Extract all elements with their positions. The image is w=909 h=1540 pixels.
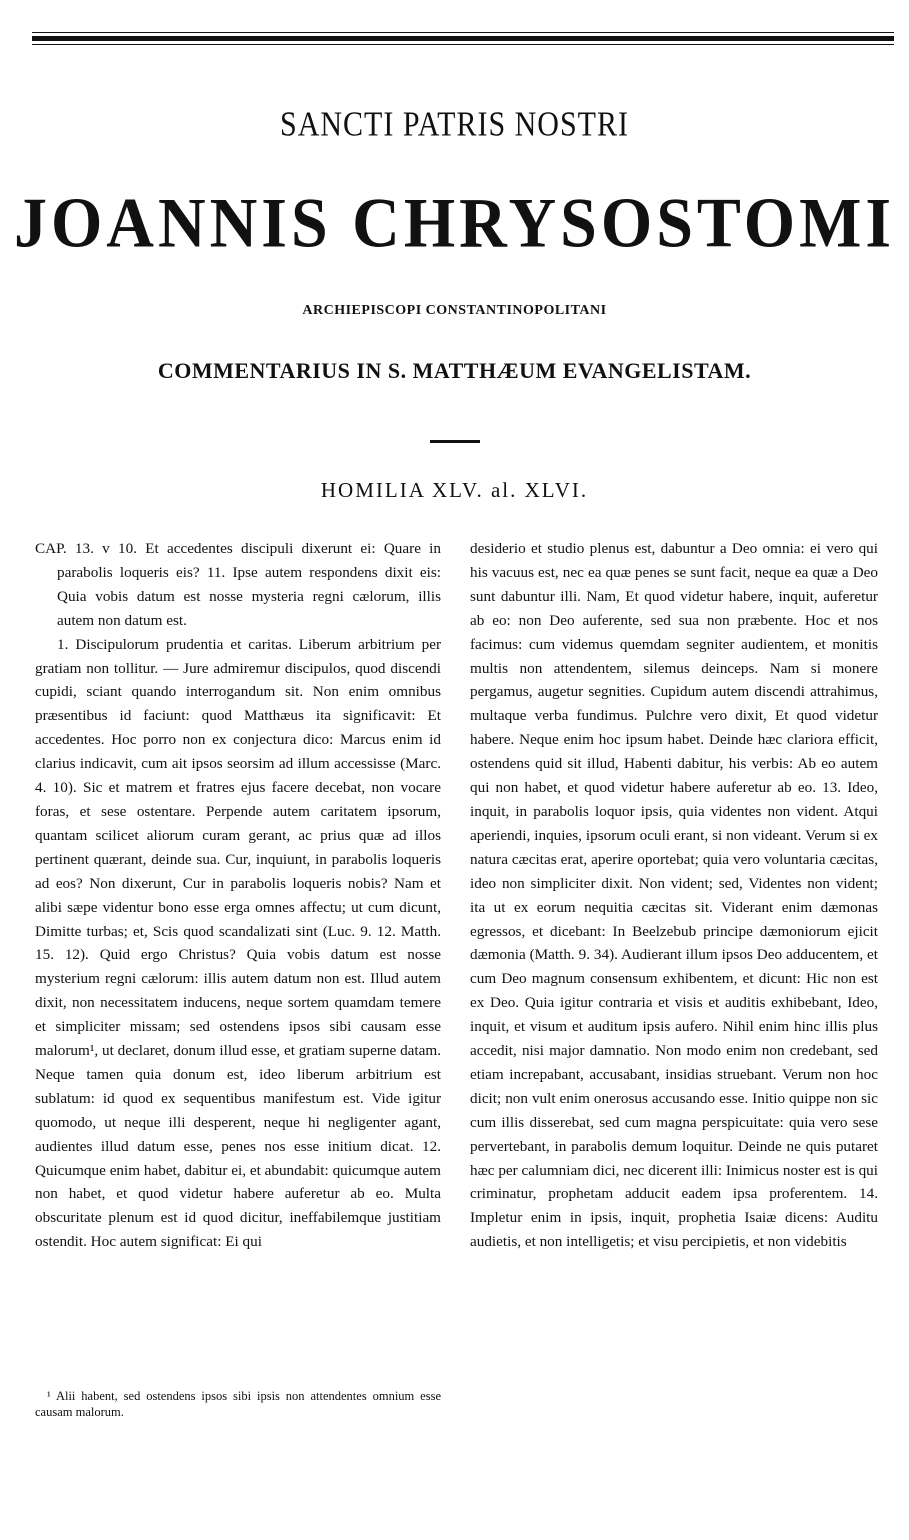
top-rule — [32, 32, 894, 46]
top-rule-thick-line — [32, 36, 894, 41]
right-column — [470, 537, 878, 1254]
top-rule-line — [32, 32, 894, 33]
top-rule-line-lower — [32, 44, 894, 45]
body-paragraph: 1. Discipulorum prudentia et caritas. Liberum arbitrium per gratiam non tollitur. — Jure admiremur discipulos, quod discendi cupidi, sciant quando interrogandum sit. Non enim omnibus præsentibus id faciunt: quod Matthæus ita significavit: Et accedentes. Hoc porro non ex conjectura dico: Marcus enim id clarius indicavit, cum ait ipsos seorsim ad illum accessisse (Marc. 4. 10). Sic et matrem et fratres ejus facere decebat, non vocare foras, et sese ostentare. Perpende autem caritatem ipsorum, quantam scilicet aliorum curam gerant, ac prius quæ ad illos pertinent quærant, deinde sua. Cur, inquiunt, in parabolis loqueris ad eos? Non dixerunt, Cur in parabolis loqueris nobis? Nam et alibi sæpe videntur bono esse erga omnes affectu; ut cum dicunt, Dimitte turbas; et, Scis quod scandalizati sint (Luc. 9. 12. Matth. 15. 12). Quid ergo Christus? Quia vobis datum est nosse mysterium regni cælorum: illis autem datum non est. Illud autem dixit, non necessitatem inducens, neque sortem quamdam temere et simpliciter missam; sed ostendens ipsos sibi causam esse malorum¹, ut declaret, donum illud esse, et gratiam superne datam. Neque tamen quia donum est, ideo liberum arbitrium est sublatum: id quod ex sequentibus manifestum est. Vide igitur quomodo, ut neque illi desperent, neque hi negligenter agant, audientes illud datum esse, penes nos esse initium dicat. 12. Quicumque enim habet, dabitur ei, et abundabit: quicumque autem non habet, et quod videtur habere auferetur ab eo. Multa obscuritate plenum est id quod dicitur, ineffabilemque justitiam ostendit. Hoc autem significat: Ei qui — [35, 635, 441, 1251]
work-title: COMMENTARIUS IN S. MATTHÆUM EVANGELISTAM. — [157, 358, 752, 383]
author-subtitle: ARCHIEPISCOPI CONSTANTINOPOLITANI — [302, 303, 607, 318]
body-paragraph-continued: desiderio et studio plenus est, dabuntur a Deo omnia: ei vero qui his vacuus est, nec ea quæ penes se sunt facit, neque ea quæ a Deo sunt dabuntur illi. Nam, Et quod videtur habere, inquit, auferetur ab eo: non Deo auferente, sed sua non præbente. Hoc et nos facimus: cum videmus quemdam segniter audientem, et monitis multis non attendentem, silemus deinceps. Nam si monere pergamus, augetur segnities. Cupidum autem discendi attrahimus, multaque verba fundimus. Pulchre vero dixit, Et quod videtur habere. Neque enim hoc ipsum habet. Deinde hæc clariora efficit, ostendens quid sit illud, Habenti dabitur, his verbis: Ab eo autem qui non habet, et quod videtur habere auferetur ab eo. 13. Ideo, inquit, in parabolis loquor ipsis, quia videntes non vident. Atqui aperiendi, inquies, ipsorum oculi erant, si non videant. Verum si ex natura cæcitas erat, aperire oportebat; quia vero voluntaria cæcitas, ideo non simpliciter dixit. Non vident; sed, Videntes non vident; ita ut ex eorum nequitia cæcitas sit. Viderant enim dæmonas egressos, et dicebant: In Beelzebub principe dæmoniorum ejicit dæmonia (Matth. 9. 34). Audierant illum ipsos Deo adducentem, et cum Deo magnum consensum exhibentem, et dicunt: Hic non est ex Deo. Quia igitur contraria et visis et auditis exhibebant, Ideo, inquit, et visum et auditum ipsis aufero. Nihil enim hinc illis plus accedit, nisi major damnatio. Non modo enim non credebant, sed etiam increpabant, accusabant, insidias struebant. Verum non hoc dicit; non vult enim onerosus accusando esse. Initio quippe non sic cum illis disserebat, sed cum magna perspicuitate: quia vero sese pervertebant, in parabolis demum loquitur. Deinde ne quis putaret hæc per calumniam dici, nec dicerent illi: Inimicus noster est is qui criminatur, prophetam adducit eadem ipsa proferentem. 14. Impletur enim in ipsis, inquit, prophetia Isaiæ dicens: Auditu audietis, et non intelligetis; et visu percipietis, et non videbitis — [470, 540, 878, 1251]
series-title: SANCTI PATRIS NOSTRI — [280, 105, 629, 144]
left-column — [35, 537, 441, 1254]
lemma-paragraph: CAP. 13. v 10. Et accedentes discipuli dixerunt ei: Quare in parabolis loqueris eis? 11. Ipse autem respondens dixit eis: Quia vobis datum est nosse mysteria regni cælorum, illis autem non datum est. — [35, 540, 441, 629]
section-divider — [430, 440, 480, 443]
footnote: ¹ Alii habent, sed ostendens ipsos sibi ipsis non attendentes omnium esse causam malorum. — [35, 1389, 441, 1419]
homily-heading: HOMILIA XLV. al. XLVI. — [320, 478, 589, 502]
author-title: JOANNIS CHRYSOSTOMI — [13, 184, 896, 263]
